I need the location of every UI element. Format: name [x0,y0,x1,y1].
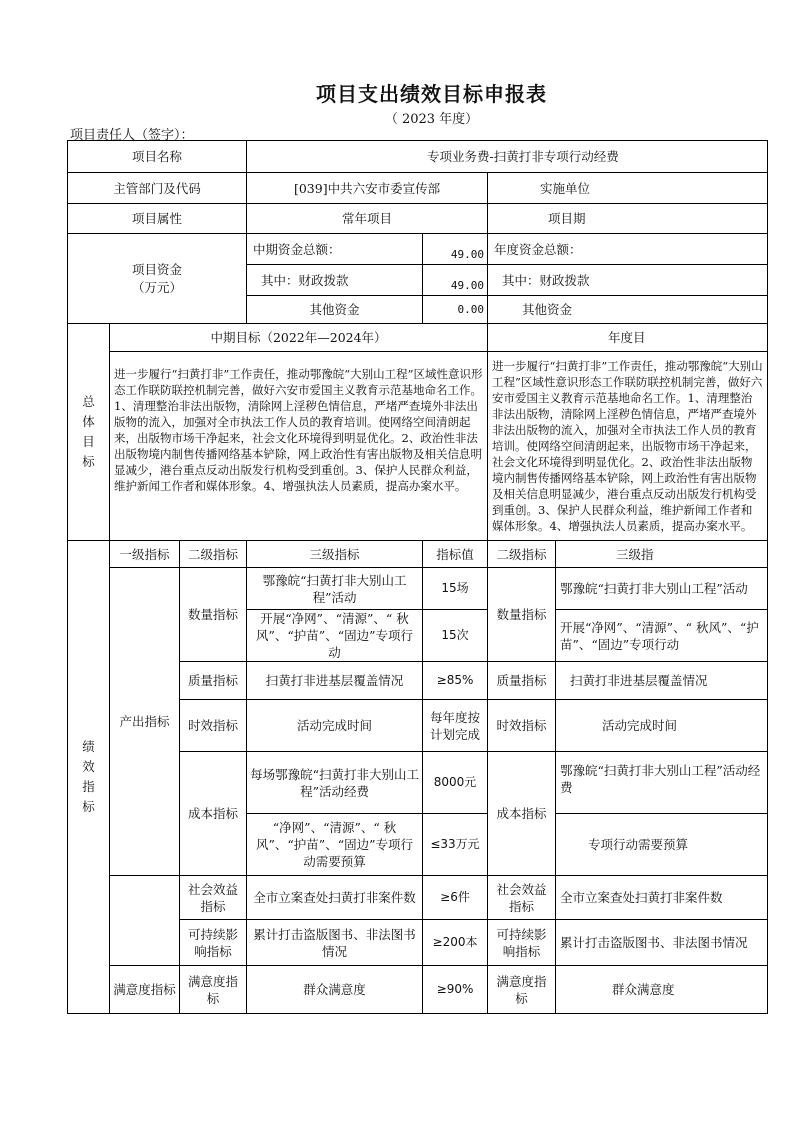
satisfaction-l2-label: 满意度指标 [180,966,247,1014]
project-name-label: 项目名称 [68,141,247,173]
year-label: （ 2023 年度） [384,112,479,127]
quantity-1-value: 15场 [423,568,488,610]
col-level3-year: 三级指 [556,541,768,568]
cost-2-year-name: 专项行动需要预算 [556,814,768,876]
sustain-name: 累计打击盗版图书、非法图书情况 [247,920,423,966]
quantity-2-name: 开展“净网”、“清源”、“ 秋风”、“护苗”、“固边”专项行动 [247,610,423,662]
mid-fiscal-label: 其中：财政拨款 [247,265,423,296]
quantity-label: 数量指标 [180,568,247,662]
row-funds-total [68,234,768,265]
time-name: 活动完成时间 [247,700,423,752]
col-level1: 一级指标 [110,541,180,568]
sustain-label: 可持续影响指标 [180,920,247,966]
col-level3: 三级指标 [247,541,423,568]
project-name-value: 专项业务费-扫黄打非专项行动经费 [247,141,768,173]
quality-value: ≥85% [423,662,488,700]
dept-label: 主管部门及代码 [68,173,247,204]
col-value: 指标值 [423,541,488,568]
effect-label-blank [110,876,180,966]
satisfaction-name: 群众满意度 [247,966,423,1014]
cost-2-value: ≤33万元 [423,814,488,876]
row-social [68,876,768,920]
col-level2-year: 二级指标 [488,541,556,568]
time-label: 时效指标 [180,700,247,752]
sustain-year-label: 可持续影响指标 [488,920,556,966]
social-value: ≥6件 [423,876,488,920]
quantity-2-year-name: 开展“净网”、“清源”、“ 秋风”、“护苗”、“固边”专项行动 [556,610,768,662]
year-fiscal-label: 其中：财政拨款 [488,265,768,296]
attr-value: 常年项目 [247,204,488,234]
mid-fiscal-value: 49.00 [423,265,488,296]
row-quantity-1 [68,568,768,610]
impl-unit-label: 实施单位 [488,173,768,204]
year-total-label: 年度资金总额： [488,234,768,265]
cost-label: 成本指标 [180,752,247,876]
year-other-label: 其他资金 [488,296,768,324]
quantity-2-value: 15次 [423,610,488,662]
funds-label: 项目资金 （万元） [68,234,247,324]
row-perf-header [68,541,768,568]
row-attr [68,204,768,234]
cost-2-name: “净网”、“清源”、“ 秋风”、“护苗”、“固边”专项行动需要预算 [247,814,423,876]
overall-goals-label: 总 体 目 标 [68,324,110,541]
satisfaction-year-name: 群众满意度 [556,966,768,1014]
attr-label: 项目属性 [68,204,247,234]
social-year-name: 全市立案查处扫黄打非案件数 [556,876,768,920]
quality-label: 质量指标 [180,662,247,700]
sustain-value: ≥200本 [423,920,488,966]
output-label: 产出指标 [110,568,180,876]
satisfaction-value: ≥90% [423,966,488,1014]
period-label: 项目期 [488,204,768,234]
page-title: 项目支出绩效目标申报表 [316,82,547,106]
time-value: 每年度按计划完成 [423,700,488,752]
performance-table [67,140,768,1014]
time-year-label: 时效指标 [488,700,556,752]
row-goals-header [68,324,768,352]
row-satisfaction [68,966,768,1014]
quality-year-label: 质量指标 [488,662,556,700]
responsible-person-label: 项目责任人（签字）： [70,128,194,143]
quality-name: 扫黄打非进基层覆盖情况 [247,662,423,700]
quality-year-name: 扫黄打非进基层覆盖情况 [556,662,768,700]
form-sheet [67,140,763,1006]
quantity-1-name: 鄂豫皖“扫黄打非大别山工程”活动 [247,568,423,610]
cost-1-name: 每场鄂豫皖“扫黄打非大别山工程”活动经费 [247,752,423,814]
perf-indicators-label: 绩 效 指 标 [68,541,110,1014]
mid-other-value: 0.00 [423,296,488,324]
mid-total-label: 中期资金总额： [247,234,423,265]
mid-goal-text: 进一步履行“扫黄打非”工作责任，推动鄂豫皖“大别山工程”区域性意识形态工作联防联控机制完善，做好六安市爱国主义教育示范基地命名工作。1、清理整治非法出版物，清除网上淫秽色情信息，严堵严查境外非法出版物的流入，加强对全市执法工作人员的教育培训。使网络空间清朗起来，出版物市场干净起来，社会文化环境得到明显优化。2、政治性非法出版物境内制售传播网络基本铲除，网上政治性有害出版物及相关信息明显减少，港台重点反动出版发行机构受到重创。3、保护人民群众利益，维护新闻工作者和媒体形象。4、增强执法人员素质，提高办案水平。 [110,352,488,541]
row-project-name [68,141,768,173]
year-goal-text: 进一步履行“扫黄打非”工作责任，推动鄂豫皖“大别山工程”区域性意识形态工作联防联控机制完善，做好六安市爱国主义教育示范基地命名工作。1、清理整治非法出版物，清除网上淫秽色情信息，严堵严查境外非法出版物的流入，加强对全市执法工作人员的教育培训。使网络空间清朗起来，出版物市场干净起来，社会文化环境得到明显优化。2、政治性非法出版物境内制售传播网络基本铲除，网上政治性有害出版物及相关信息明显减少，港台重点反动出版发行机构受到重创。3、保护人民群众利益，维护新闻工作者和媒体形象。4、增强执法人员素质，提高办案水平。 [488,352,768,541]
row-goals-text [68,352,768,541]
mid-total-value: 49.00 [423,234,488,265]
social-year-label: 社会效益指标 [488,876,556,920]
sustain-year-name: 累计打击盗版图书、非法图书情况 [556,920,768,966]
social-name: 全市立案查处扫黄打非案件数 [247,876,423,920]
quantity-1-year-name: 鄂豫皖“扫黄打非大别山工程”活动 [556,568,768,610]
social-label: 社会效益指标 [180,876,247,920]
satisfaction-year-label: 满意度指标 [488,966,556,1014]
cost-1-year-name: 鄂豫皖“扫黄打非大别山工程”活动经费 [556,752,768,814]
year-goal-header: 年度目 [488,324,768,352]
cost-year-label: 成本指标 [488,752,556,876]
dept-value: [039]中共六安市委宣传部 [247,173,488,204]
time-year-name: 活动完成时间 [556,700,768,752]
col-level2: 二级指标 [180,541,247,568]
row-dept [68,173,768,204]
quantity-year-label: 数量指标 [488,568,556,662]
satisfaction-l1-label: 满意度指标 [110,966,180,1014]
cost-1-value: 8000元 [423,752,488,814]
mid-other-label: 其他资金 [247,296,423,324]
mid-goal-header: 中期目标（2022年—2024年） [110,324,488,352]
